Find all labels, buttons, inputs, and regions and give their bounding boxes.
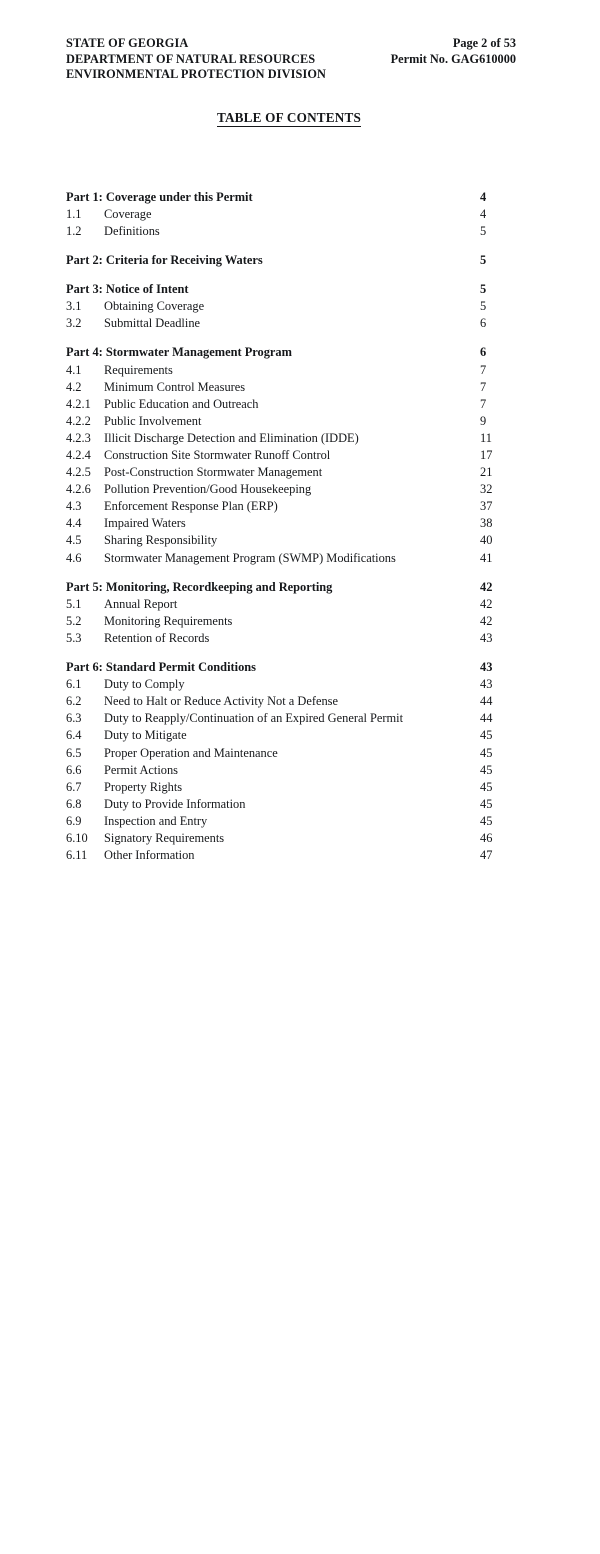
toc-entry-page-number: 21 (480, 465, 493, 480)
toc-entry-title: Duty to Reapply/Continuation of an Expired General Permit (104, 711, 404, 726)
toc-entry-title: Proper Operation and Maintenance (104, 745, 278, 760)
toc-group (66, 154, 540, 238)
toc-part-page-number: 43 (480, 660, 493, 675)
toc-entry-number: 3.1 (66, 299, 82, 314)
toc-entry-page-number: 46 (480, 830, 493, 845)
toc-entry-page-number: 45 (480, 762, 493, 777)
toc-entry-page-number: 38 (480, 516, 493, 531)
toc-entry-number: 4.2.2 (66, 413, 91, 428)
toc-entry-title: Signatory Requirements (104, 830, 225, 845)
document-header (66, 36, 540, 83)
toc-part-title: Part 6: Standard Permit Conditions (66, 660, 256, 675)
table-of-contents (66, 154, 540, 863)
toc-entry-number: 4.2.5 (66, 465, 91, 480)
agency-line: STATE OF GEORGIA (66, 36, 189, 50)
toc-entry-number: 6.7 (66, 779, 82, 794)
toc-entry-page-number: 5 (480, 299, 487, 314)
toc-entry-title: Obtaining Coverage (104, 299, 205, 314)
toc-entry-number: 6.9 (66, 813, 82, 828)
toc-entry-title: Sharing Responsibility (104, 533, 218, 548)
toc-entry-number: 4.5 (66, 533, 82, 548)
toc-entry-page-number: 7 (480, 379, 487, 394)
toc-entry-page-number: 7 (480, 362, 487, 377)
toc-entry-title: Illicit Discharge Detection and Elimination (IDDE) (104, 430, 359, 445)
toc-entry-page-number: 43 (480, 677, 493, 692)
toc-entry-page-number: 6 (480, 316, 487, 331)
toc-entry-number: 4.6 (66, 550, 82, 565)
toc-entry-title: Requirements (104, 362, 173, 377)
toc-entry-page-number: 37 (480, 499, 493, 514)
permit-info-block (391, 36, 540, 67)
toc-entry-page-number: 9 (480, 413, 487, 428)
page-number-label: Page 2 of 53 (452, 36, 516, 50)
toc-entry-title: Inspection and Entry (104, 813, 208, 828)
toc-entry-page-number: 42 (480, 613, 493, 628)
toc-entry-number: 4.2.4 (66, 448, 91, 462)
toc-part-title: Part 1: Coverage under this Permit (66, 189, 253, 204)
toc-entry-page-number: 32 (480, 482, 493, 497)
toc-entry-number: 1.2 (66, 223, 82, 238)
toc-entry-number: 6.3 (66, 711, 82, 726)
toc-entry-page-number: 40 (480, 533, 493, 548)
toc-entry-title: Retention of Records (104, 630, 210, 645)
toc-entry-page-number: 41 (480, 550, 493, 565)
permit-number-label: Permit No. GAG610000 (390, 51, 516, 66)
toc-part-page-number: 4 (480, 189, 487, 204)
toc-entry-title: Stormwater Management Program (SWMP) Modifications (104, 550, 396, 565)
toc-part-title: Part 2: Criteria for Receiving Waters (66, 253, 263, 268)
toc-entry-number: 6.11 (66, 848, 88, 863)
toc-entry-title: Construction Site Stormwater Runoff Control (104, 448, 331, 462)
toc-entry-page-number: 5 (480, 223, 487, 238)
toc-entry-title: Enforcement Response Plan (ERP) (104, 499, 278, 514)
toc-entry-title: Coverage (104, 206, 152, 221)
toc-entry-number: 3.2 (66, 316, 82, 331)
toc-entry-number: 1.1 (66, 206, 82, 221)
toc-entry-title: Public Involvement (104, 413, 202, 428)
toc-part-page-number: 6 (480, 345, 487, 360)
toc-part-title: Part 3: Notice of Intent (66, 282, 189, 297)
toc-entry-number: 6.1 (66, 677, 82, 692)
toc-part-page-number: 5 (480, 253, 487, 268)
toc-entry-page-number: 4 (480, 206, 487, 221)
toc-entry-page-number: 45 (480, 728, 493, 743)
toc-entry-title: Impaired Waters (104, 516, 186, 531)
toc-entry-page-number: 47 (480, 848, 493, 863)
toc-entry-number: 6.10 (66, 830, 88, 845)
toc-entry-title: Minimum Control Measures (104, 379, 246, 394)
toc-entry-page-number: 44 (480, 711, 493, 726)
toc-entry-page-number: 17 (480, 448, 493, 462)
toc-entry-number: 4.3 (66, 499, 82, 514)
toc-entry-number: 5.3 (66, 630, 82, 645)
toc-entry-number: 5.2 (66, 613, 82, 628)
toc-entry-number: 5.1 (66, 596, 82, 611)
agency-line: ENVIRONMENTAL PROTECTION DIVISION (66, 67, 326, 82)
toc-entry-number: 6.2 (66, 694, 82, 709)
toc-entry-title: Public Education and Outreach (104, 396, 259, 411)
toc-group (66, 309, 540, 565)
agency-name-block (66, 36, 326, 83)
toc-entry-page-number: 45 (480, 779, 493, 794)
toc-entry-page-number: 11 (480, 430, 492, 445)
toc-entry-number: 4.1 (66, 362, 82, 377)
toc-entry-number: 4.2.6 (66, 482, 91, 497)
agency-line: DEPARTMENT OF NATURAL RESOURCES (66, 51, 316, 66)
toc-entry-title: Need to Halt or Reduce Activity Not a Defense (104, 694, 338, 709)
toc-entry-title: Duty to Mitigate (104, 728, 187, 743)
toc-entry-title: Other Information (104, 848, 195, 863)
toc-entry-title: Submittal Deadline (104, 316, 201, 331)
toc-part-page-number: 42 (480, 579, 493, 594)
toc-entry-number: 4.4 (66, 516, 82, 531)
toc-entry-title: Permit Actions (104, 762, 178, 777)
toc-part-title: Part 4: Stormwater Management Program (66, 345, 292, 360)
toc-entry-page-number: 7 (480, 396, 487, 411)
toc-entry-number: 4.2 (66, 379, 82, 394)
toc-entry-number: 6.8 (66, 796, 82, 811)
toc-entry-title: Annual Report (104, 596, 178, 611)
toc-entry-page-number: 43 (480, 630, 493, 645)
toc-entry-title: Post-Construction Stormwater Management (104, 465, 323, 480)
toc-entry-title: Pollution Prevention/Good Housekeeping (104, 482, 312, 497)
toc-entry-page-number: 45 (480, 796, 493, 811)
toc-entry-page-number: 42 (480, 596, 493, 611)
toc-group (66, 624, 540, 863)
page-title-text: TABLE OF CONTENTS (216, 109, 362, 125)
toc-entry-number: 4.2.1 (66, 396, 91, 411)
toc-entry-title: Property Rights (104, 779, 183, 794)
toc-part-title: Part 5: Monitoring, Recordkeeping and Reporting (66, 579, 333, 594)
toc-entry-number: 4.2.3 (66, 430, 91, 445)
toc-entry-title: Duty to Provide Information (104, 796, 246, 811)
toc-part-row[interactable] (66, 154, 540, 204)
toc-entry-title: Monitoring Requirements (104, 613, 233, 628)
toc-part-page-number: 5 (480, 282, 487, 297)
toc-entry-page-number: 44 (480, 694, 493, 709)
toc-entry-number: 6.5 (66, 745, 82, 760)
page-title (66, 109, 540, 127)
toc-entry-title: Duty to Comply (104, 677, 185, 692)
toc-entry-number: 6.4 (66, 728, 82, 743)
toc-entry-number: 6.6 (66, 762, 82, 777)
toc-entry-page-number: 45 (480, 745, 493, 760)
toc-entry-title: Definitions (104, 223, 160, 238)
toc-entry-page-number: 45 (480, 813, 493, 828)
